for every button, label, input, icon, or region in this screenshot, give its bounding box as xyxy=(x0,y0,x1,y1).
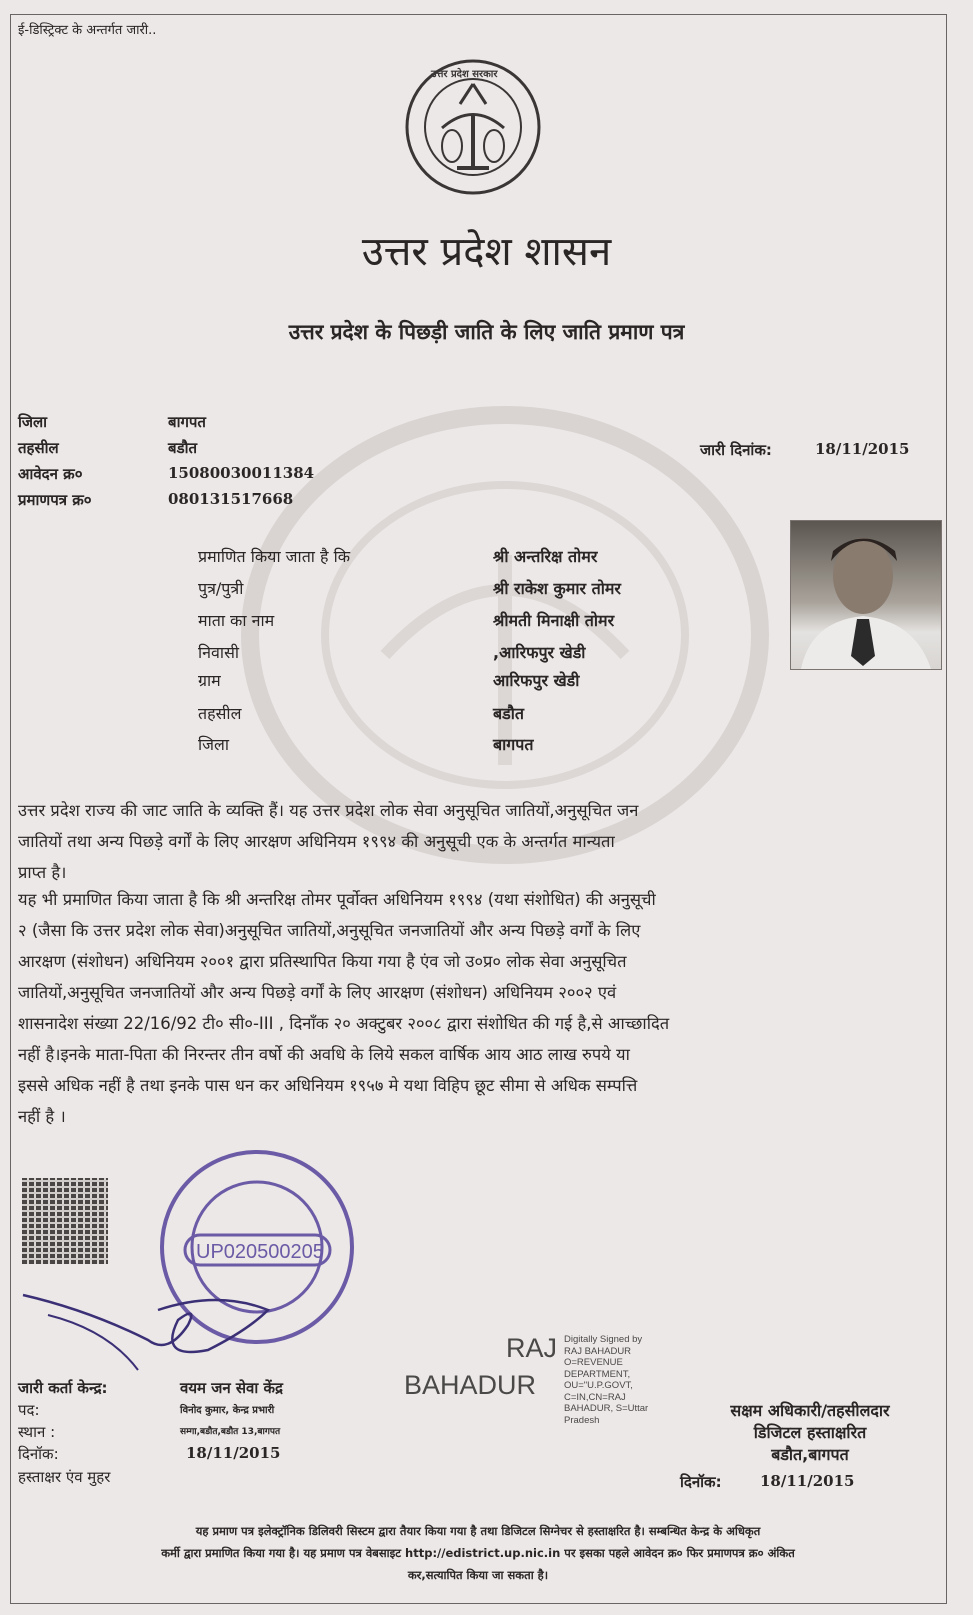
digital-sign-line: C=IN,CN=RAJ xyxy=(564,1391,626,1403)
certificate-no-label: प्रमाणपत्र क्र० xyxy=(18,491,92,509)
certificate-title: उत्तर प्रदेश के पिछड़ी जाति के लिए जाति प्रमाण पत्र xyxy=(288,320,685,344)
authority-block xyxy=(690,1400,930,1466)
paragraph-line: प्राप्त है। xyxy=(18,863,67,882)
stamp-code: UP020500205 xyxy=(196,1241,324,1263)
footer-line: यह प्रमाण पत्र इलेक्ट्रॉनिक डिलिवरी सिस्टम द्वारा तैयार किया गया है तथा डिजिटल सिग्नेचर से हस्ताक्षरित है। सम्बन्धित केन्द्र के अधिकृत xyxy=(195,1524,761,1538)
tehsil-value: बडौत xyxy=(168,439,198,457)
detail-label-village: ग्राम xyxy=(198,671,221,690)
detail-label-son-daughter: पुत्र/पुत्री xyxy=(198,579,244,598)
paragraph-line: शासनादेश संख्या 22/16/92 टी० सी०-III , दिनाँक २० अक्टुबर २००८ द्वारा संशोधित की गई है,से आच्छादित xyxy=(18,1014,670,1033)
issuer-sign-label: हस्ताक्षर एंव मुहर xyxy=(18,1468,111,1486)
paragraph-line: आरक्षण (संशोधन) अधिनियम २००१ द्वारा प्रतिस्थापित किया गया है एंव जो उ०प्र० लोक सेवा अनुसूचित xyxy=(18,952,627,971)
issuer-center-label: जारी कर्ता केन्द्र: xyxy=(18,1379,108,1397)
detail-value-district: बागपत xyxy=(493,735,534,754)
paragraph-line: यह भी प्रमाणित किया जाता है कि श्री अन्तरिक्ष तोमर पूर्वोक्त अधिनियम १९९४ (यथा संशोधित) की अनुसूची xyxy=(18,890,656,909)
tehsil-label: तहसील xyxy=(18,439,59,457)
paragraph-line: नहीं है।इनके माता-पिता की निरन्तर तीन वर्षो की अवधि के लिये सकल वार्षिक आय आठ लाख रुपये या xyxy=(18,1045,630,1064)
application-no-label: आवेदन क्र० xyxy=(18,465,83,483)
issuer-post-value: विनोद कुमार, केन्द्र प्रभारी xyxy=(180,1405,275,1416)
digital-sign-line: RAJ BAHADUR xyxy=(564,1345,632,1357)
issuer-place-label: स्थान : xyxy=(18,1423,56,1441)
detail-label-resident: निवासी xyxy=(198,643,240,662)
detail-value-tehsil: बडौत xyxy=(493,704,524,723)
paragraph-line: इससे अधिक नहीं है तथा इनके पास धन कर अधिनियम १९५७ मे यथा विहिप छूट सीमा से अधिक सम्पत्ति xyxy=(18,1076,638,1095)
detail-label-mother: माता का नाम xyxy=(198,611,275,630)
detail-label-certified: प्रमाणित किया जाता है कि xyxy=(198,547,351,566)
authority-date-label: दिनॉक: xyxy=(680,1473,722,1491)
paragraph-line: उत्तर प्रदेश राज्य की जाट जाति के व्यक्ति हैं। यह उत्तर प्रदेश लोक सेवा अनुसूचित जातियों,अनुसूचित जन xyxy=(18,801,639,820)
issue-date-label: जारी दिनांक: xyxy=(700,441,772,459)
emblem-text: उत्तर प्रदेश सरकार xyxy=(431,69,498,80)
paragraph-line: जातियों तथा अन्य पिछड़े वर्गों के लिए आरक्षण अधिनियम १९९४ की अनुसूची एक के अन्तर्गत मान्यता xyxy=(18,832,615,851)
authority-date-value: 18/11/2015 xyxy=(760,1472,855,1490)
footer-line: कर,सत्यापित किया जा सकता है। xyxy=(407,1568,549,1582)
detail-value-name: श्री अन्तरिक्ष तोमर xyxy=(493,547,598,566)
detail-value-mother: श्रीमती मिनाक्षी तोमर xyxy=(493,611,615,630)
digital-sign-line: O=REVENUE xyxy=(564,1357,623,1368)
authority-location: बडौत,बागपत xyxy=(771,1445,849,1464)
detail-value-village: आरिफपुर खेडी xyxy=(493,671,580,690)
issuer-place-value: सम्गा,बडौत,बडौत 13,बागपत xyxy=(180,1427,281,1437)
footer-line: कर्मी द्वारा प्रमाणित किया गया है। यह प्रमाण पत्र वेबसाइट http://edistrict.up.nic.in पर इसका पहले आवेदन क्र० फिर प्रमाणपत्र क्र० अंकित xyxy=(161,1546,795,1560)
handwritten-signature xyxy=(18,1270,288,1380)
issuer-date-label: दिनॉक: xyxy=(18,1445,59,1463)
paragraph-line: जातियों,अनुसूचित जनजातियों और अन्य पिछड़े वर्गों के लिए आरक्षण (संशोधन) अधिनियम २००२ एवं xyxy=(18,983,617,1002)
issuer-center-value: वयम जन सेवा केंद्र xyxy=(180,1379,283,1397)
issue-date-value: 18/11/2015 xyxy=(815,440,910,458)
paragraph-caste xyxy=(18,795,938,888)
header-note: ई-डिस्ट्रिक्ट के अन्तर्गत जारी.. xyxy=(18,23,157,38)
district-value: बागपत xyxy=(168,413,206,431)
digital-sign-line: Digitally Signed by xyxy=(564,1334,643,1345)
digital-sign-line: DEPARTMENT, xyxy=(564,1368,631,1380)
digital-sign-name-line1: RAJ xyxy=(506,1333,558,1363)
district-label: जिला xyxy=(18,413,48,431)
applicant-photo xyxy=(790,520,942,670)
certificate-no-value: 080131517668 xyxy=(168,490,294,508)
paragraph-line: २ (जैसा कि उत्तर प्रदेश लोक सेवा)अनुसूचित जातियों,अनुसूचित जनजातियों और अन्य पिछड़े वर्गों के लिए xyxy=(18,921,641,940)
authority-digital-signed: डिजिटल हस्ताक्षरित xyxy=(753,1423,867,1442)
government-title: उत्तर प्रदेश शासन xyxy=(361,229,612,275)
detail-value-resident: ,आरिफपुर खेडी xyxy=(493,643,586,662)
digital-sign-line: Pradesh xyxy=(564,1414,600,1426)
paragraph-line: नहीं है । xyxy=(18,1107,66,1126)
detail-label-district: जिला xyxy=(198,735,230,754)
qr-code xyxy=(22,1178,108,1264)
issuer-date-value: 18/11/2015 xyxy=(186,1444,281,1462)
digital-sign-line: OU="U.P.GOVT, xyxy=(564,1380,633,1391)
paragraph-certification xyxy=(18,884,938,1132)
detail-value-father: श्री राकेश कुमार तोमर xyxy=(493,579,621,598)
digital-sign-line: BAHADUR, S=Uttar xyxy=(564,1403,649,1414)
authority-title: सक्षम अधिकारी/तहसीलदार xyxy=(730,1401,890,1420)
issuer-post-label: पद: xyxy=(18,1401,40,1419)
digital-sign-details xyxy=(564,1334,648,1426)
detail-label-tehsil: तहसील xyxy=(198,704,242,723)
footer-note xyxy=(18,1520,938,1586)
application-no-value: 15080030011384 xyxy=(168,464,315,482)
digital-sign-name-line2: BAHADUR xyxy=(404,1370,537,1400)
